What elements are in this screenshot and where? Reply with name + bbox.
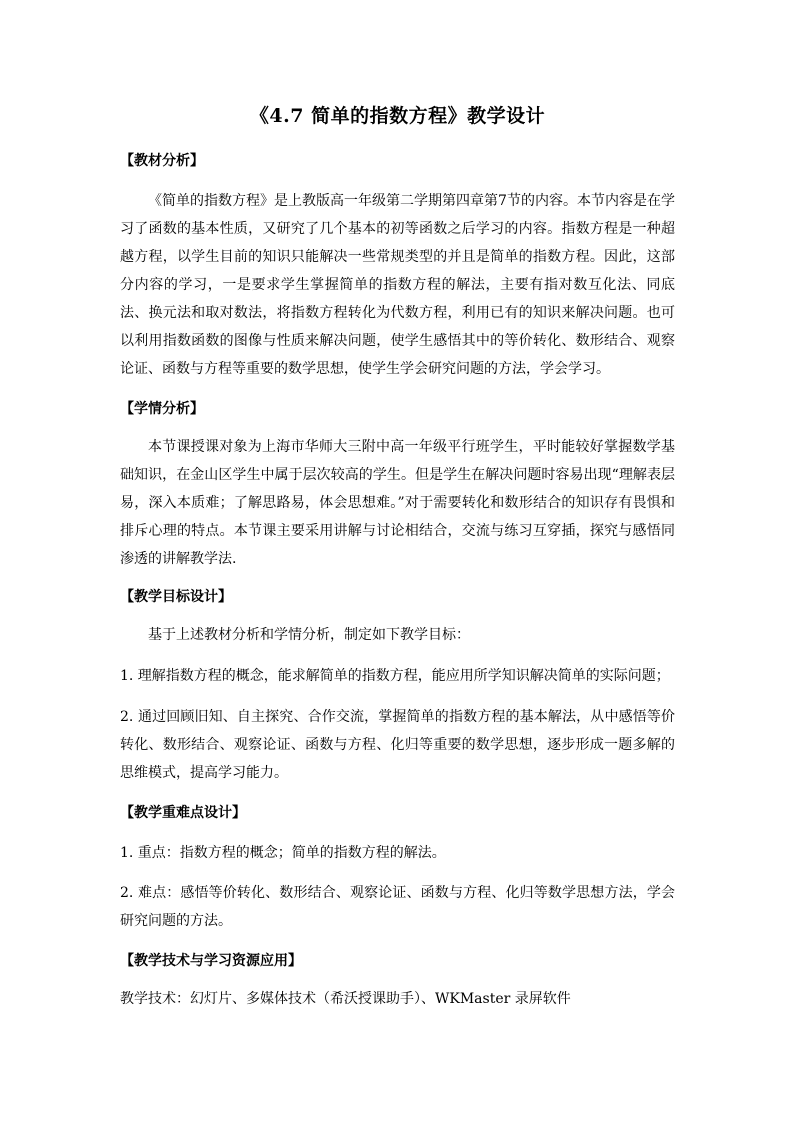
goal-item-2: 2. 通过回顾旧知、自主探究、合作交流，掌握简单的指数方程的基本解法，从中感悟等价转化、数形结合、观察论证、函数与方程、化归等重要的数学思想，逐步形成一题多解的思维模式，提高学习能力。	[120, 709, 675, 781]
heading-teaching-goals: 【教学目标设计】	[120, 589, 232, 605]
heading-tech-resources: 【教学技术与学习资源应用】	[120, 953, 302, 969]
key-point-item-1: 1. 重点：指数方程的概念；简单的指数方程的解法。	[120, 845, 446, 861]
paragraph-textbook-analysis: 《简单的指数方程》是上教版高一年级第二学期第四章第7节的内容。本节内容是在学习了函数的基本性质，又研究了几个基本的初等函数之后学习的内容。指数方程是一种超越方程，以学生目前的知识只能解决一些常规类型的并且是简单的指数方程。因此，这部分内容的学习，一是要求学生掌握简单的指数方程的解法，主要有指对数互化法、同底法、换元法和取对数法，将指数方程转化为代数方程，利用已有的知识来解决问题。也可以利用指数函数的图像与性质来解决问题，使学生感悟其中的等价转化、数形结合、观察论证、函数与方程等重要的数学思想，使学生学会研究问题的方法，学会学习。	[120, 193, 675, 377]
goal-item-1: 1. 理解指数方程的概念，能求解简单的指数方程，能应用所学知识解决简单的实际问题；	[120, 668, 670, 684]
goals-intro: 基于上述教材分析和学情分析，制定如下教学目标：	[148, 627, 470, 643]
key-point-item-2: 2. 难点：感悟等价转化、数形结合、观察论证、函数与方程、化归等数学思想方法，学会研究问题的方法。	[120, 885, 675, 929]
heading-student-analysis: 【学情分析】	[120, 401, 204, 417]
heading-key-points: 【教学重难点设计】	[120, 805, 246, 821]
heading-textbook-analysis: 【教材分析】	[120, 153, 204, 169]
paragraph-student-analysis: 本节课授课对象为上海市华师大三附中高一年级平行班学生，平时能较好掌握数学基础知识，在金山区学生中属于层次较高的学生。但是学生在解决问题时容易出现“理解表层易，深入本质难；了解思路易，体会思想难。”对于需要转化和数形结合的知识存有畏惧和排斥心理的特点。本节课主要采用讲解与讨论相结合，交流与练习互穿插，探究与感悟同渗透的讲解教学法.	[120, 439, 675, 567]
document-title: 《4.7 简单的指数方程》教学设计	[249, 105, 546, 127]
tech-resources-line: 教学技术：幻灯片、多媒体技术（希沃授课助手）、WKMaster 录屏软件	[120, 991, 571, 1007]
